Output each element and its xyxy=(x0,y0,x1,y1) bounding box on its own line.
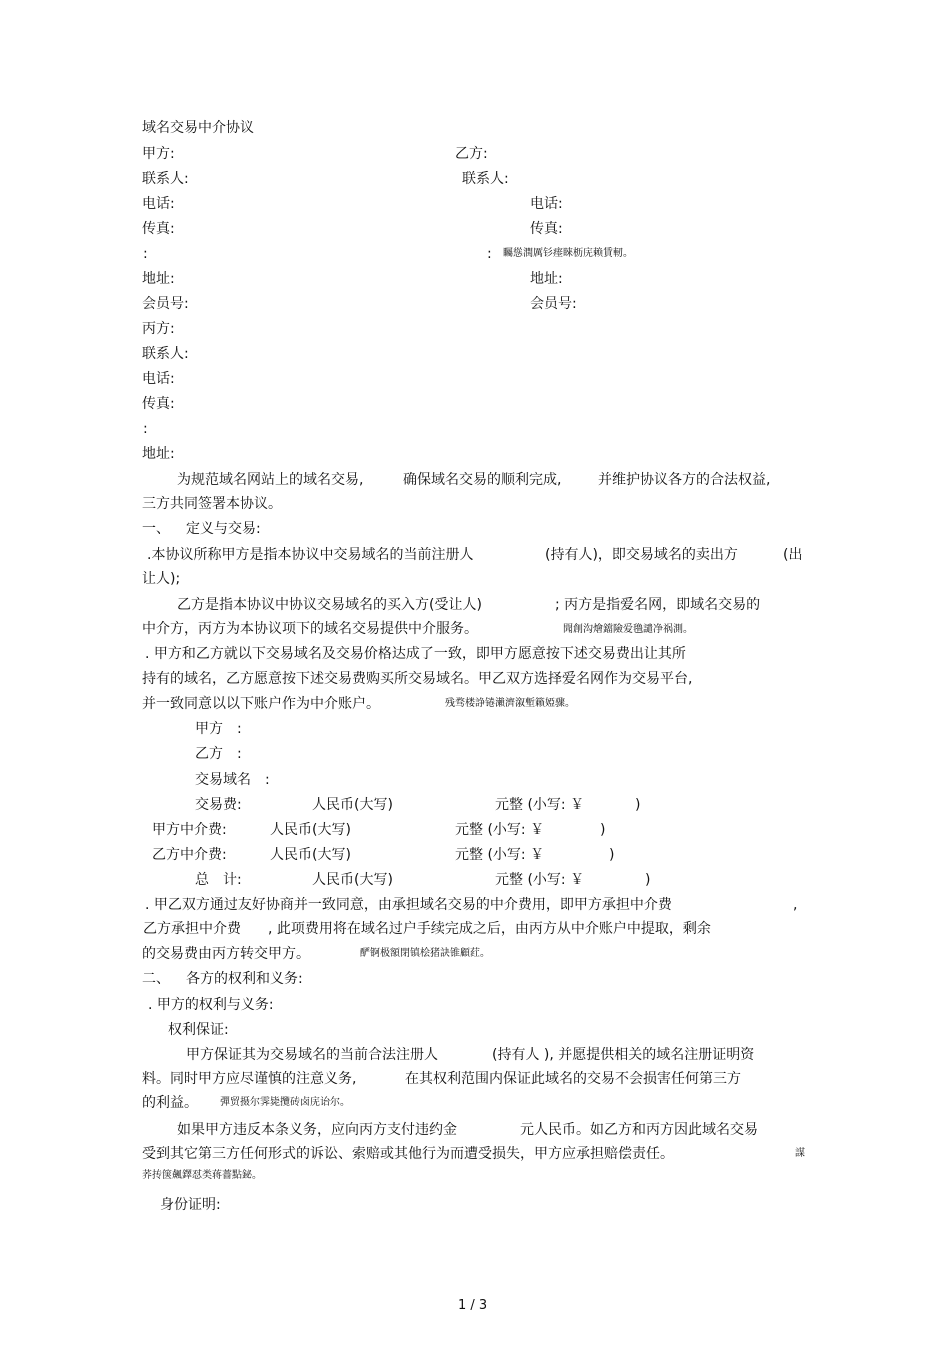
form-field-label: 元整 (小写: ￥ xyxy=(455,847,545,863)
party-b-address-label: 地址: xyxy=(530,271,563,287)
form-field-label: 甲方中介费: xyxy=(152,822,227,838)
section-heading: 各方的权利和义务: xyxy=(186,971,303,987)
party-a-member-label: 会员号: xyxy=(142,296,189,312)
intro-text: 三方共同签署本协议。 xyxy=(142,496,282,512)
body-text: 乙方是指本协议中协议交易域名的买入方(受让人) xyxy=(177,597,482,613)
party-c-contact-label: 联系人: xyxy=(142,346,189,362)
form-field-label: 甲方 : xyxy=(195,721,242,737)
body-text: 持有的域名，乙方愿意按下述交易费购买所交易域名。甲乙双方选择爱名网作为交易平台, xyxy=(142,671,693,687)
form-field-label: 元整 (小写: ￥ xyxy=(495,797,585,813)
form-field-label: ) xyxy=(645,872,651,888)
party-b-label: 乙方: xyxy=(455,146,488,162)
watermark-noise-text: 謀 xyxy=(795,1148,805,1159)
form-field-label: 交易域名 : xyxy=(195,772,270,788)
page-number: 1 / 3 xyxy=(458,1298,488,1313)
form-field-label: ) xyxy=(600,822,606,838)
body-text: (出 xyxy=(783,547,803,563)
watermark-noise-text: 残骛楼諍锩瀨濟溆塹籟婭骤。 xyxy=(445,698,575,709)
party-a-colon: : xyxy=(143,246,148,262)
form-field-label: 元整 (小写: ￥ xyxy=(495,872,585,888)
intro-text: 为规范域名网站上的域名交易, xyxy=(177,472,364,488)
watermark-noise-text: 矚慫潤厲钐瘗睞枥庑赖賃軔。 xyxy=(503,248,633,259)
watermark-noise-text: 彈贸摄尔霁毙攬砖卤庑诒尔。 xyxy=(220,1097,350,1108)
body-text: 中介方，丙方为本协议项下的域名交易提供中介服务。 xyxy=(142,621,478,637)
section-heading: 定义与交易: xyxy=(186,521,261,537)
body-text: 受到其它第三方任何形式的诉讼、索赔或其他行为而遭受损失，甲方应承担赔偿责任。 xyxy=(142,1146,674,1162)
form-field-label: 人民币(大写) xyxy=(312,872,393,888)
party-b-member-label: 会员号: xyxy=(530,296,577,312)
form-field-label: 人民币(大写) xyxy=(312,797,393,813)
body-text: 甲方保证其为交易域名的当前合法注册人 xyxy=(186,1047,438,1063)
body-text: .本协议所称甲方是指本协议中交易域名的当前注册人 xyxy=(147,547,474,563)
form-field-label: 人民币(大写) xyxy=(270,847,351,863)
body-text: 并一致同意以以下账户作为中介账户。 xyxy=(142,696,380,712)
body-text: 如果甲方违反本条义务，应向丙方支付违约金 xyxy=(177,1122,457,1138)
body-text: 料。同时甲方应尽谨慎的注意义务, xyxy=(142,1071,357,1087)
sub-heading: 身份证明: xyxy=(160,1197,221,1213)
intro-text: 并维护协议各方的合法权益, xyxy=(598,472,771,488)
party-c-address-label: 地址: xyxy=(142,446,175,462)
form-field-label: ) xyxy=(609,847,615,863)
body-text: 的利益。 xyxy=(142,1095,198,1111)
party-c-label: 丙方: xyxy=(142,321,175,337)
party-a-contact-label: 联系人: xyxy=(142,171,189,187)
body-text: 乙方承担中介费 xyxy=(143,921,241,937)
body-text: (持有人)，即交易域名的卖出方 xyxy=(545,547,738,563)
party-b-phone-label: 电话: xyxy=(530,196,563,212)
body-text: 元人民币。如乙方和丙方因此域名交易 xyxy=(520,1122,758,1138)
section-number: 二、 xyxy=(142,971,170,987)
party-a-phone-label: 电话: xyxy=(142,196,175,212)
section-number: 一、 xyxy=(142,521,170,537)
body-text: , 此项费用将在域名过户手续完成之后，由丙方从中介账户中提取，剩余 xyxy=(268,921,711,937)
form-field-label: 乙方 : xyxy=(195,746,242,762)
body-text: 在其权利范围内保证此域名的交易不会损害任何第三方 xyxy=(405,1071,741,1087)
body-text: 让人); xyxy=(142,571,181,587)
party-a-label: 甲方: xyxy=(142,146,175,162)
body-text: . 甲乙双方通过友好协商并一致同意，由承担域名交易的中介费用，即甲方承担中介费 xyxy=(145,897,672,913)
intro-text: 确保域名交易的顺利完成, xyxy=(403,472,562,488)
sub-heading: 权利保证: xyxy=(168,1022,229,1038)
watermark-noise-text: 聞創沟燴鐺險爱氇譴净祸測。 xyxy=(563,624,693,635)
form-field-label: 乙方中介费: xyxy=(152,847,227,863)
body-text: ; 丙方是指爱名网，即域名交易的 xyxy=(555,597,761,613)
party-c-phone-label: 电话: xyxy=(142,371,175,387)
sub-heading: . 甲方的权利与义务: xyxy=(148,997,274,1013)
body-text: 的交易费由丙方转交甲方。 xyxy=(142,946,310,962)
form-field-label: 人民币(大写) xyxy=(270,822,351,838)
body-text: . 甲方和乙方就以下交易域名及交易价格达成了一致，即甲方愿意按下述交易费出让其所 xyxy=(145,646,686,662)
party-b-colon: : xyxy=(487,246,492,262)
body-text: (持有人 ), 并愿提供相关的域名注册证明资 xyxy=(492,1047,755,1063)
watermark-noise-text: 荞抟箧飆鐸怼类蒋薔點鉍。 xyxy=(142,1170,262,1181)
document-title: 域名交易中介协议 xyxy=(142,120,254,136)
party-b-contact-label: 联系人: xyxy=(462,171,509,187)
party-c-colon: : xyxy=(143,421,148,437)
party-b-fax-label: 传真: xyxy=(530,221,563,237)
form-field-label: 元整 (小写: ￥ xyxy=(455,822,545,838)
party-a-fax-label: 传真: xyxy=(142,221,175,237)
form-field-label: 交易费: xyxy=(195,797,242,813)
party-c-fax-label: 传真: xyxy=(142,396,175,412)
form-field-label: ) xyxy=(635,797,641,813)
form-field-label: 总 计: xyxy=(195,872,242,888)
party-a-address-label: 地址: xyxy=(142,271,175,287)
body-text: , xyxy=(793,897,798,913)
watermark-noise-text: 酽锕极額閉镇桧猪訣锥顧荭。 xyxy=(360,948,490,959)
